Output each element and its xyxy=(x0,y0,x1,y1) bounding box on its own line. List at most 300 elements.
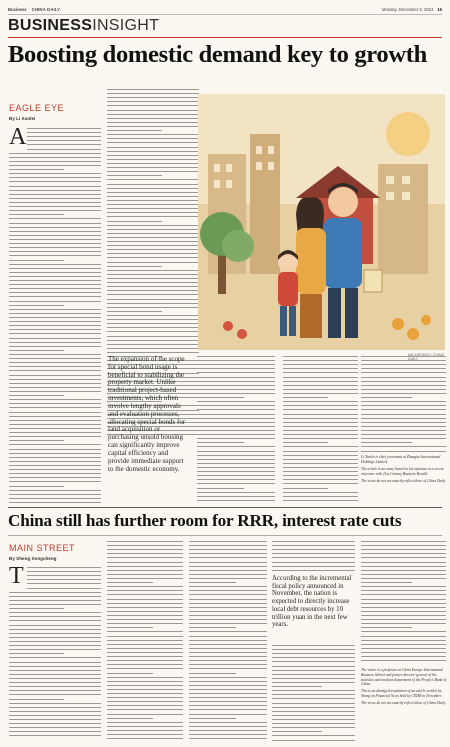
text-line xyxy=(283,401,358,402)
text-line xyxy=(361,409,446,410)
text-line xyxy=(189,599,267,600)
text-line xyxy=(9,190,101,191)
text-line xyxy=(361,607,446,608)
text-line xyxy=(9,629,101,630)
text-line xyxy=(107,722,183,723)
text-line xyxy=(361,660,446,661)
story2-author-note xyxy=(361,668,446,708)
text-line xyxy=(197,463,275,464)
text-line xyxy=(189,656,267,657)
text-line xyxy=(9,395,64,396)
text-line xyxy=(361,422,446,423)
text-line xyxy=(361,393,446,394)
text-line xyxy=(27,583,101,584)
text-line xyxy=(272,694,355,695)
text-line xyxy=(283,455,358,456)
text-line xyxy=(361,582,412,583)
text-line xyxy=(107,122,199,123)
text-line xyxy=(107,101,199,102)
text-line xyxy=(283,446,358,447)
text-line xyxy=(107,344,199,345)
text-line xyxy=(361,385,446,386)
author-note-line: This is an abridged translation of an article written by Sheng on Financial News held by CEIBS in November. xyxy=(361,689,442,699)
text-line xyxy=(197,389,275,390)
text-line xyxy=(361,549,446,550)
image-caption: MA XUEJING / CHINA DAILY xyxy=(408,353,444,361)
text-line xyxy=(107,167,199,168)
story2-column-4a xyxy=(272,541,355,574)
text-line xyxy=(197,488,244,489)
text-line xyxy=(272,661,355,662)
text-line xyxy=(9,727,101,728)
text-line xyxy=(197,397,244,398)
text-line xyxy=(107,352,199,353)
text-line xyxy=(9,453,101,454)
text-line xyxy=(197,451,275,452)
text-line xyxy=(189,562,267,563)
text-line xyxy=(272,570,355,571)
text-line xyxy=(283,377,358,378)
text-line xyxy=(27,140,101,141)
text-line xyxy=(9,416,101,417)
text-line xyxy=(189,660,267,661)
text-line xyxy=(197,430,275,431)
text-line xyxy=(107,619,183,620)
text-line xyxy=(107,677,183,678)
text-line xyxy=(9,313,101,314)
text-line xyxy=(9,641,101,642)
text-line xyxy=(107,184,199,185)
text-line xyxy=(361,590,446,591)
text-line xyxy=(9,358,101,359)
text-line xyxy=(9,690,101,691)
text-line xyxy=(189,582,236,583)
text-line xyxy=(197,393,275,394)
text-line xyxy=(283,488,328,489)
text-line xyxy=(9,387,101,388)
text-line xyxy=(189,734,267,735)
text-line xyxy=(107,586,183,587)
text-line xyxy=(9,366,101,367)
text-line xyxy=(283,393,358,394)
text-line xyxy=(9,350,64,351)
text-line xyxy=(107,689,183,690)
text-line xyxy=(189,636,267,637)
text-line xyxy=(107,204,199,205)
text-line xyxy=(9,280,101,281)
text-line xyxy=(107,705,183,706)
text-line xyxy=(197,434,275,435)
family-illustration xyxy=(198,94,445,350)
text-line xyxy=(272,707,355,708)
text-line xyxy=(107,147,199,148)
text-line xyxy=(189,553,267,554)
text-line xyxy=(9,243,101,244)
text-line xyxy=(197,401,275,402)
text-line xyxy=(189,549,267,550)
text-line xyxy=(189,693,267,694)
text-line xyxy=(107,582,153,583)
text-line xyxy=(107,286,199,287)
text-line xyxy=(107,599,183,600)
text-line xyxy=(283,426,358,427)
story2-column-3 xyxy=(189,541,267,742)
text-line xyxy=(107,179,199,180)
text-line xyxy=(361,368,446,369)
text-line xyxy=(107,726,183,727)
text-line xyxy=(197,426,275,427)
text-line xyxy=(9,346,101,347)
text-line xyxy=(9,707,101,708)
text-line xyxy=(272,682,355,683)
text-line xyxy=(272,740,355,741)
author-note-line: The writer is a professor at China Europe International Business School and former director-general of the statistics and analysis department of the People's Bank of China. xyxy=(361,668,446,687)
text-line xyxy=(107,336,199,337)
text-line xyxy=(9,486,64,487)
text-line xyxy=(361,574,446,575)
text-line xyxy=(9,490,101,491)
story2-headline: China still has further room for RRR, interest rate cuts xyxy=(8,511,402,530)
text-line xyxy=(9,465,101,466)
text-line xyxy=(197,459,275,460)
text-line xyxy=(9,379,101,380)
text-line xyxy=(283,500,358,501)
text-line xyxy=(107,681,183,682)
text-line xyxy=(107,241,199,242)
text-line xyxy=(283,463,358,464)
text-line xyxy=(107,208,199,209)
text-line xyxy=(9,666,101,667)
text-line xyxy=(9,678,101,679)
story1-column-3 xyxy=(197,356,275,504)
text-line xyxy=(9,284,101,285)
text-line xyxy=(9,653,64,654)
text-line xyxy=(189,677,267,678)
text-line xyxy=(272,715,355,716)
text-line xyxy=(107,545,183,546)
text-line xyxy=(107,89,199,90)
text-line xyxy=(9,403,101,404)
text-line xyxy=(272,686,322,687)
text-line xyxy=(283,496,358,497)
text-line xyxy=(107,327,199,328)
text-line xyxy=(9,354,101,355)
story1-column-label: EAGLE EYE xyxy=(9,103,65,113)
text-line xyxy=(9,321,101,322)
text-line xyxy=(9,305,64,306)
text-line xyxy=(107,200,199,201)
text-line xyxy=(107,701,183,702)
text-line xyxy=(9,329,101,330)
text-line xyxy=(107,274,199,275)
text-line xyxy=(107,175,162,176)
text-line xyxy=(283,414,358,415)
text-line xyxy=(107,574,183,575)
text-line xyxy=(283,422,358,423)
text-line xyxy=(107,553,183,554)
text-line xyxy=(9,719,101,720)
text-line xyxy=(9,444,101,445)
text-line xyxy=(189,586,267,587)
text-line xyxy=(189,640,267,641)
text-line xyxy=(107,697,183,698)
text-line xyxy=(197,467,275,468)
text-line xyxy=(107,673,153,674)
text-line xyxy=(283,442,328,443)
text-line xyxy=(9,272,101,273)
text-line xyxy=(9,177,101,178)
story1-dropcap: A xyxy=(9,124,27,150)
text-line xyxy=(9,473,101,474)
text-line xyxy=(283,364,358,365)
story1-column-4 xyxy=(283,356,358,504)
text-line xyxy=(9,420,101,421)
story2-column-2 xyxy=(107,541,183,742)
text-line xyxy=(9,235,101,236)
text-line xyxy=(9,309,101,310)
text-line xyxy=(107,151,199,152)
text-line xyxy=(189,623,267,624)
text-line xyxy=(107,734,183,735)
text-line xyxy=(107,262,199,263)
text-line xyxy=(107,640,183,641)
text-line xyxy=(107,110,199,111)
text-line xyxy=(9,227,101,228)
text-line xyxy=(9,157,101,158)
text-line xyxy=(9,206,101,207)
text-line xyxy=(361,599,446,600)
text-line xyxy=(107,229,199,230)
text-line xyxy=(107,323,199,324)
text-line xyxy=(283,467,358,468)
masthead-bar xyxy=(8,5,442,15)
text-line xyxy=(361,414,446,415)
text-line xyxy=(197,364,275,365)
text-line xyxy=(361,623,446,624)
text-line xyxy=(189,705,267,706)
story2-byline: By Sheng Songcheng xyxy=(9,556,57,561)
story1-author-note xyxy=(361,455,446,486)
text-line xyxy=(107,311,162,312)
text-line xyxy=(107,93,199,94)
text-line xyxy=(272,719,355,720)
text-line xyxy=(27,128,101,129)
text-line xyxy=(107,249,199,250)
text-line xyxy=(107,188,199,189)
text-line xyxy=(361,578,446,579)
text-line xyxy=(107,233,199,234)
text-line xyxy=(272,698,355,699)
text-line xyxy=(189,541,267,542)
text-line xyxy=(283,360,358,361)
text-line xyxy=(272,723,355,724)
text-line xyxy=(189,714,267,715)
text-line xyxy=(107,668,183,669)
text-line xyxy=(9,194,101,195)
text-line xyxy=(107,138,199,139)
text-line xyxy=(189,648,267,649)
text-line xyxy=(9,370,101,371)
text-line xyxy=(27,588,101,589)
text-line xyxy=(283,471,358,472)
text-line xyxy=(107,221,162,222)
text-line xyxy=(107,270,199,271)
text-line xyxy=(361,644,446,645)
text-line xyxy=(361,541,446,542)
text-line xyxy=(107,594,183,595)
text-line xyxy=(107,644,183,645)
text-line xyxy=(189,611,267,612)
story1-column-5 xyxy=(361,356,446,455)
text-line xyxy=(9,604,101,605)
text-line xyxy=(9,449,101,450)
text-line xyxy=(9,494,101,495)
text-line xyxy=(107,648,183,649)
text-line xyxy=(107,709,183,710)
text-line xyxy=(361,611,446,612)
text-line xyxy=(9,612,101,613)
story2-column-5 xyxy=(361,541,446,664)
text-line xyxy=(272,666,355,667)
text-line xyxy=(197,381,275,382)
text-line xyxy=(197,418,275,419)
text-line xyxy=(189,574,267,575)
text-line xyxy=(9,694,101,695)
text-line xyxy=(361,570,446,571)
text-line xyxy=(361,619,446,620)
text-line xyxy=(361,418,446,419)
text-line xyxy=(9,481,101,482)
text-line xyxy=(361,615,446,616)
text-line xyxy=(107,631,183,632)
text-line xyxy=(9,198,101,199)
text-line xyxy=(9,682,101,683)
story1-pull-quote: The expansion of the scope for special bond usage is beneficial to stabilizing the property market. Unlike traditional project-based investments, which often involve lengthy approvals and evaluation processes, allocating special bonds for land acquisition or purchasing unsold housing can significantly improve capital efficiency and provide immediate support to the domestic economy. xyxy=(108,355,186,473)
author-note-line: The article is an essay based on his opinions in a recent interview with 21st Century Business Herald. xyxy=(361,466,444,476)
text-line xyxy=(9,457,101,458)
text-line xyxy=(197,372,275,373)
text-line xyxy=(9,469,101,470)
text-line xyxy=(9,735,101,736)
text-line xyxy=(9,502,101,503)
text-line xyxy=(189,681,267,682)
text-line xyxy=(197,479,275,480)
text-line xyxy=(9,383,101,384)
text-line xyxy=(361,442,412,443)
text-line xyxy=(107,237,199,238)
text-line xyxy=(189,689,267,690)
text-line xyxy=(361,389,446,390)
text-line xyxy=(361,430,446,431)
text-line xyxy=(107,278,199,279)
text-line xyxy=(9,620,101,621)
text-line xyxy=(9,153,101,154)
text-line xyxy=(9,662,101,663)
text-line xyxy=(9,169,64,170)
text-line xyxy=(27,132,101,133)
text-line xyxy=(9,301,101,302)
text-line xyxy=(189,664,267,665)
text-line xyxy=(361,426,446,427)
text-line xyxy=(197,442,244,443)
text-line xyxy=(9,338,101,339)
text-line xyxy=(361,631,446,632)
text-line xyxy=(9,616,101,617)
text-line xyxy=(197,438,275,439)
text-line xyxy=(107,549,183,550)
page-number: 15 xyxy=(437,7,442,12)
text-line xyxy=(107,331,199,332)
text-line xyxy=(361,381,446,382)
text-line xyxy=(189,603,267,604)
text-line xyxy=(272,657,355,658)
text-line xyxy=(361,438,446,439)
text-line xyxy=(361,557,446,558)
text-line xyxy=(107,664,183,665)
text-line xyxy=(272,703,355,704)
text-line xyxy=(107,590,183,591)
story-separator xyxy=(8,507,442,508)
text-line xyxy=(189,627,236,628)
text-line xyxy=(107,245,199,246)
text-line xyxy=(189,578,267,579)
text-line xyxy=(107,562,183,563)
text-line xyxy=(9,723,101,724)
text-line xyxy=(272,557,355,558)
text-line xyxy=(107,611,183,612)
text-line xyxy=(189,726,267,727)
text-line xyxy=(9,268,101,269)
text-line xyxy=(9,165,101,166)
text-line xyxy=(107,718,153,719)
text-line xyxy=(189,644,267,645)
text-line xyxy=(272,545,355,546)
text-line xyxy=(9,596,101,597)
text-line xyxy=(189,594,267,595)
text-line xyxy=(272,690,355,691)
text-line xyxy=(107,192,199,193)
text-line xyxy=(9,592,101,593)
text-line xyxy=(361,451,446,452)
text-line xyxy=(107,315,199,316)
text-line xyxy=(27,575,101,576)
text-line xyxy=(361,397,412,398)
text-line xyxy=(9,461,101,462)
section-title-bold: BUSINESS xyxy=(8,17,93,34)
text-line xyxy=(107,578,183,579)
text-line xyxy=(9,424,101,425)
text-line xyxy=(283,479,358,480)
text-line xyxy=(272,653,355,654)
text-line xyxy=(9,686,101,687)
text-line xyxy=(197,446,275,447)
text-line xyxy=(189,673,236,674)
text-line xyxy=(361,656,446,657)
text-line xyxy=(272,735,355,736)
text-line xyxy=(197,377,275,378)
text-line xyxy=(107,159,199,160)
text-line xyxy=(9,202,101,203)
story2-column-1 xyxy=(9,563,101,740)
text-line xyxy=(9,276,101,277)
text-line xyxy=(107,253,199,254)
text-line xyxy=(107,130,162,131)
text-line xyxy=(272,553,355,554)
text-line xyxy=(189,730,267,731)
text-line xyxy=(9,375,101,376)
text-line xyxy=(107,652,183,653)
text-line xyxy=(197,385,275,386)
